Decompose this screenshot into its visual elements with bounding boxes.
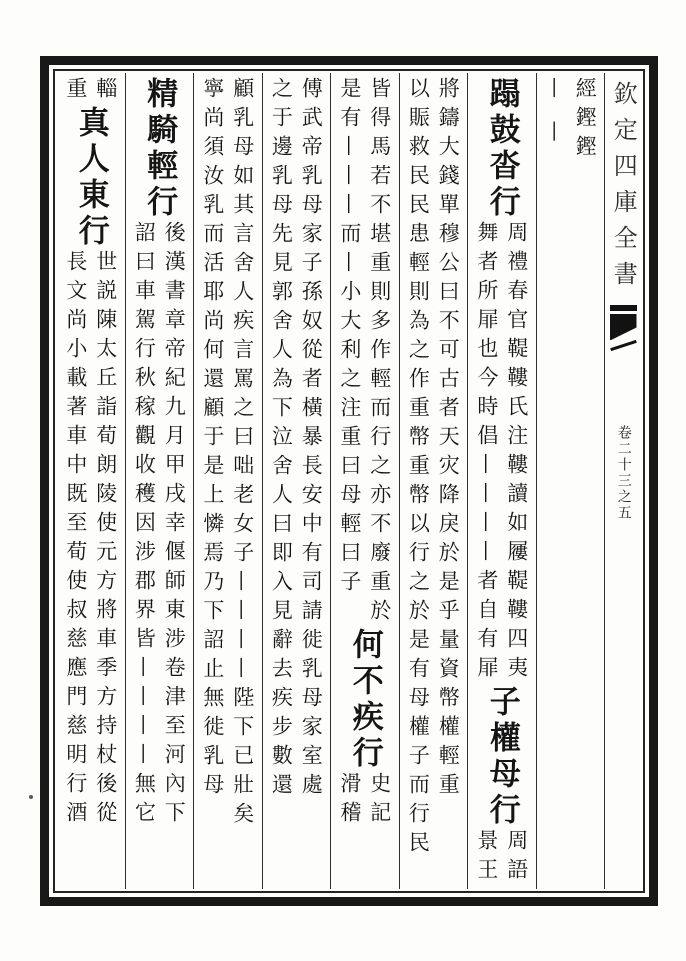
citation-left-line: 景王 [474, 829, 499, 887]
entry-heading [57, 106, 125, 250]
header-column [604, 73, 641, 889]
commentary-double-column [537, 77, 605, 164]
entry-heading [468, 685, 536, 829]
citation-right-line: 周語 [504, 829, 529, 887]
citation-left-line: 滑稽 [337, 772, 362, 830]
text-column-jing-ji-qing-xing [125, 73, 194, 889]
commentary-left-line: 重 [63, 77, 88, 106]
commentary-left-line: 是有———而—小大利之注重曰母輕曰子 [337, 77, 362, 599]
text-column-guoyu-commentary [399, 73, 468, 889]
entry-heading-text: 何不疾行 [346, 628, 383, 772]
text-column-zhen-ren-dong-xing [57, 73, 125, 889]
text-column-he-bu-ji-xing [330, 73, 399, 889]
source-citation [331, 772, 399, 830]
commentary-double-column [57, 77, 125, 106]
text-column-ta-gu-ta-xing [467, 73, 536, 889]
text-column-carryover [536, 73, 605, 889]
commentary-double-column [126, 221, 194, 830]
commentary-right-line: 顧乳母如其言舍人疾言罵之曰咄老女子————陛下已壯矣 [230, 77, 255, 831]
commentary-double-column [468, 221, 536, 685]
source-citation [468, 829, 536, 887]
commentary-left-line: 寧尚須汝乳而活耶尚何還顧于是上憐焉乃下詔止無徙乳母 [200, 77, 225, 802]
fishtail-slash [610, 340, 637, 351]
citation-right-line: 史記 [367, 772, 392, 830]
commentary-double-column [331, 77, 399, 628]
commentary-left-line: 長文尚小載著車中既至荀使叔慈應門慈明行酒 [63, 250, 88, 830]
fishtail-printing-mark [610, 305, 637, 347]
commentary-left-line: 以賑救民民患輕則為之作重幣重幣以行之於是有母權子而行民 [406, 77, 431, 860]
volume-label [605, 425, 641, 521]
commentary-right-line: 經鏗鏗 [573, 77, 598, 164]
commentary-left-line: 詔曰車駕行秋稼觀收穫因涉郡界皆————無它 [132, 221, 157, 830]
commentary-right-line: 世説陳太丘詣荀朗陵使元方將車季方持杖後從 [93, 250, 118, 830]
commentary-right-line: 周禮春官鞮鞻氏注鞻讀如屨鞮鞻四夷 [504, 221, 529, 685]
commentary-double-column [400, 77, 468, 860]
volume-label-text: 卷二十三之五 [615, 425, 632, 521]
entry-heading-text: 真人東行 [72, 106, 109, 250]
text-column-shiji-2 [193, 73, 262, 889]
entry-heading [331, 628, 399, 772]
scan-speck [29, 795, 33, 799]
commentary-left-line: 舞者所屝也今時倡————者自有屝 [474, 221, 499, 685]
page-outer-frame [40, 56, 658, 906]
entry-heading-text: 蹋鼓沓行 [483, 77, 520, 221]
entry-heading-text: 子權母行 [483, 685, 520, 829]
text-area [57, 73, 641, 889]
commentary-double-column [57, 250, 125, 830]
commentary-double-column [194, 77, 262, 831]
fishtail-flag [610, 314, 637, 340]
commentary-double-column [263, 77, 331, 802]
text-column-shiji-1 [262, 73, 331, 889]
commentary-right-line: 後漢書章帝紀九月甲戌幸偃師東涉卷津至河內下 [162, 221, 187, 830]
commentary-right-line: 皆得馬若不堪重則多作輕而行之亦不廢重於 [367, 77, 392, 628]
entry-heading [468, 77, 536, 221]
commentary-left-line: 之于邊乳母先見郭舍人為下泣舍人曰即入見辭去疾步數還 [269, 77, 294, 802]
book-title-text: 欽定四庫全書 [609, 81, 638, 297]
entry-heading-text: 精騎輕行 [141, 77, 178, 221]
fishtail-bar [610, 305, 637, 311]
page-inner-frame [53, 69, 645, 893]
commentary-left-line: — — [543, 77, 568, 150]
book-title [605, 81, 641, 297]
commentary-right-line: 輜 [93, 77, 118, 106]
commentary-right-line: 傅武帝乳母家子孫奴從者橫暴長安中有司請徙乳母家室處 [299, 77, 324, 802]
entry-heading [126, 77, 194, 221]
commentary-right-line: 將鑄大錢單穆公曰不可古者天灾降戾於是乎量資幣權輕重 [436, 77, 461, 802]
